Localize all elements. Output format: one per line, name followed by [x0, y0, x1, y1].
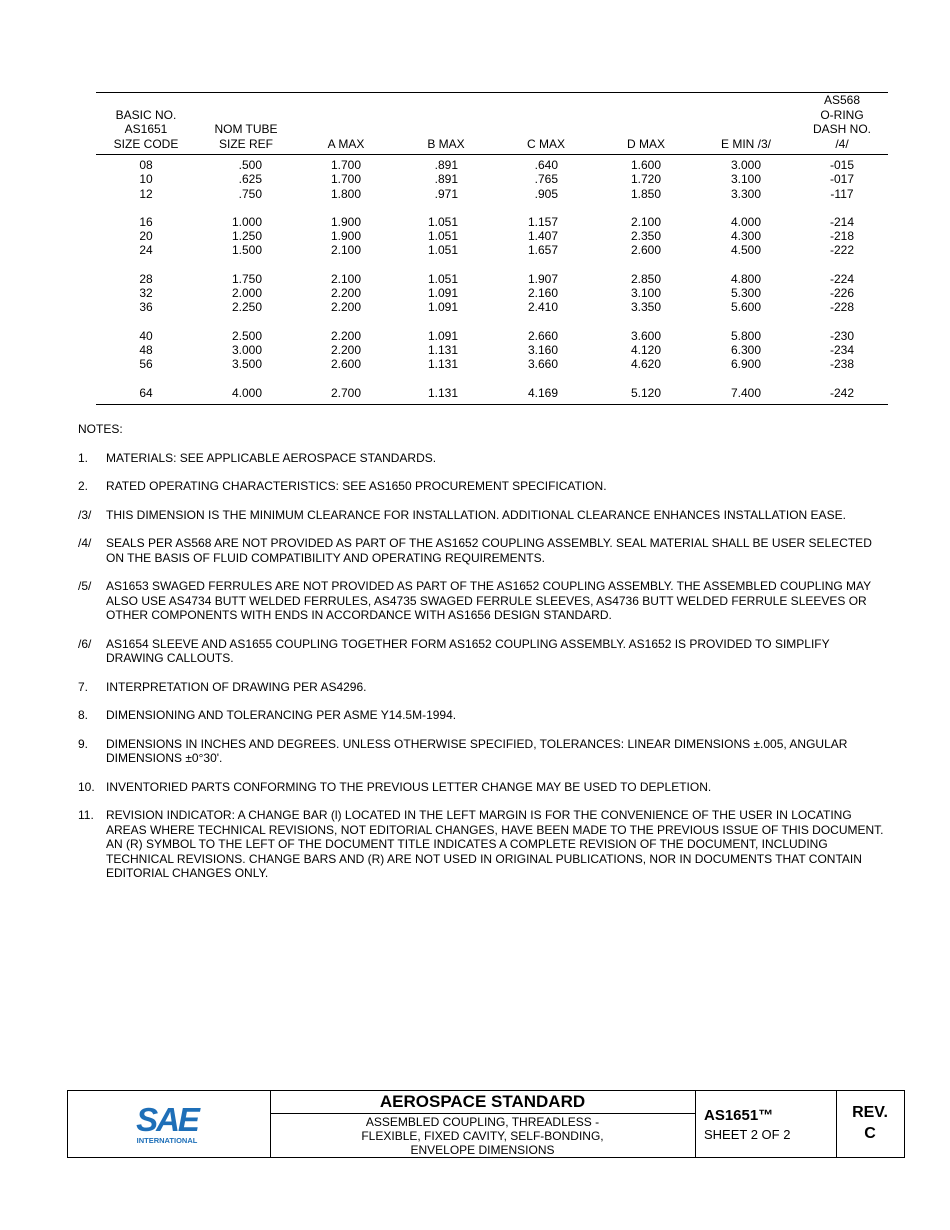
note-number: 11. — [78, 808, 94, 822]
table-cell: 1.907 — [527, 271, 558, 286]
table-cell: 4.120 — [630, 342, 662, 357]
table-cell: .500 — [238, 158, 262, 172]
table-cell: 6.900 — [730, 357, 762, 372]
table-row — [96, 343, 888, 357]
table-row — [96, 300, 888, 314]
table-cell: 5.600 — [730, 300, 762, 315]
table-cell: 1.657 — [527, 243, 558, 258]
table-cell: -218 — [829, 229, 855, 244]
logo-text: SAE — [136, 1101, 198, 1138]
table-cell: -242 — [796, 372, 888, 405]
table-cell: 4.000 — [196, 372, 296, 405]
note-number: 10. — [78, 779, 95, 794]
table-cell: 28 — [139, 271, 153, 286]
notes-section — [78, 422, 888, 895]
table-cell: 1.131 — [427, 342, 458, 357]
table-cell: -228 — [829, 300, 855, 315]
header-c-max: C MAX — [496, 93, 596, 155]
table-cell: 3.660 — [527, 357, 558, 372]
header-nom-tube: NOM TUBE SIZE REF — [196, 93, 296, 155]
title-block — [67, 1090, 905, 1158]
table-cell: 4.169 — [496, 372, 596, 405]
title-cell — [270, 1091, 696, 1157]
table-cell: .640 — [534, 158, 558, 172]
table-cell: 2.100 — [630, 214, 662, 229]
table-row — [96, 372, 888, 405]
table-cell: 56 — [139, 357, 153, 372]
table-cell: 16 — [139, 214, 153, 229]
header-oring-dash: AS568 O-RING DASH NO. /4/ — [796, 93, 888, 155]
table-cell: 1.850 — [630, 186, 662, 201]
sae-logo-icon — [134, 1101, 204, 1147]
table-cell: 3.100 — [730, 172, 762, 187]
table-cell: 2.250 — [231, 300, 262, 315]
table-cell: -238 — [829, 357, 855, 372]
table-cell: 12 — [139, 186, 153, 201]
table-cell: 1.407 — [527, 229, 558, 244]
note-text: DIMENSIONING AND TOLERANCING PER ASME Y14.5M-1994. — [106, 708, 457, 722]
note-number: 9. — [78, 736, 89, 751]
note-item — [78, 637, 888, 666]
note-item — [78, 508, 888, 523]
table-cell: 08 — [139, 158, 153, 172]
note-number: /6/ — [78, 636, 92, 651]
table-cell: 1.157 — [527, 214, 558, 229]
note-item — [78, 451, 888, 466]
dimensions-table — [96, 92, 888, 405]
table-cell: 48 — [139, 342, 153, 357]
table-cell: 3.350 — [630, 300, 662, 315]
table-cell: 4.620 — [630, 357, 662, 372]
note-text: AS1654 SLEEVE AND AS1655 COUPLING TOGETHER FORM AS1652 COUPLING ASSEMBLY. AS1652 IS PROVIDED TO SIMPLIFY DRAWING CALLOUTS. — [106, 636, 830, 665]
table-cell: 2.200 — [330, 300, 362, 315]
note-item — [78, 536, 888, 565]
table-row — [96, 172, 888, 186]
table-cell: 64 — [96, 372, 196, 405]
table-cell: .891 — [434, 158, 458, 172]
header-d-max: D MAX — [596, 93, 696, 155]
table-cell: -224 — [829, 271, 855, 286]
table-cell: .891 — [434, 172, 458, 187]
table-row — [96, 243, 888, 257]
header-e-min: E MIN /3/ — [696, 93, 796, 155]
note-item — [78, 808, 888, 881]
table-cell: 2.100 — [330, 243, 362, 258]
note-number: /4/ — [78, 536, 92, 550]
table-cell: 2.200 — [330, 342, 362, 357]
note-text: MATERIALS: SEE APPLICABLE AEROSPACE STANDARDS. — [106, 450, 437, 465]
table-cell: 2.850 — [630, 271, 662, 286]
table-cell: 2.100 — [330, 271, 362, 286]
table-cell: 2.600 — [630, 243, 662, 258]
note-text: AS1653 SWAGED FERRULES ARE NOT PROVIDED AS PART OF THE AS1652 COUPLING ASSEMBLY. THE ASSEMBLED COUPLING MAY ALSO USE AS4734 BUTT WELDED FERRULES, AS4735 SWAGED FERRULE SLEEVES, AS4736 BUTT WELDED FERRULE SLEEVES OR OTHER COMPONENTS WITH ENDS IN ACCORDANCE WITH AS1656 DESIGN STANDARD. — [106, 579, 871, 622]
standard-heading: AEROSPACE STANDARD — [270, 1091, 695, 1114]
table-cell: 4.000 — [730, 214, 762, 229]
table-cell: 1.051 — [427, 229, 458, 244]
table-cell: -117 — [830, 186, 854, 201]
table-cell: 2.500 — [231, 328, 262, 343]
table-cell: .905 — [534, 186, 558, 201]
table-cell: 1.900 — [330, 214, 362, 229]
table-cell: 20 — [139, 229, 153, 244]
table-cell: 3.600 — [630, 328, 662, 343]
table-cell: .625 — [238, 172, 262, 187]
note-number: /3/ — [78, 507, 92, 522]
table-cell: 3.160 — [527, 342, 558, 357]
table-cell: .971 — [434, 186, 458, 201]
table-cell: 1.131 — [427, 357, 458, 372]
table-row — [96, 229, 888, 243]
table-row — [96, 155, 888, 173]
table-cell: 5.800 — [730, 328, 762, 343]
table-cell: 1.700 — [330, 158, 362, 172]
table-cell: 2.160 — [527, 286, 558, 301]
header-a-max: A MAX — [296, 93, 396, 155]
table-cell: 1.750 — [231, 271, 262, 286]
note-text: INVENTORIED PARTS CONFORMING TO THE PREVIOUS LETTER CHANGE MAY BE USED TO DEPLETION. — [106, 779, 712, 794]
table-cell: 3.500 — [231, 357, 262, 372]
table-cell: -017 — [829, 172, 855, 187]
table-cell: 4.300 — [730, 229, 762, 244]
note-item — [78, 780, 888, 795]
table-cell: 1.131 — [396, 372, 496, 405]
table-cell: 1.000 — [231, 214, 262, 229]
document-number-cell — [696, 1091, 837, 1157]
table-cell: 2.200 — [330, 328, 362, 343]
table-cell: .750 — [238, 186, 262, 201]
document-number: AS1651™ — [704, 1107, 774, 1124]
table-cell: 2.350 — [630, 229, 662, 244]
note-text: RATED OPERATING CHARACTERISTICS: SEE AS1650 PROCUREMENT SPECIFICATION. — [106, 479, 607, 493]
table-cell: 24 — [139, 243, 153, 258]
sheet-number: SHEET 2 OF 2 — [704, 1127, 791, 1142]
note-item — [78, 737, 888, 766]
table-cell: 1.091 — [427, 328, 458, 343]
table-row — [96, 201, 888, 229]
table-cell: 1.500 — [231, 243, 262, 258]
header-size-code: BASIC NO. AS1651 SIZE CODE — [96, 93, 196, 155]
table-row — [96, 357, 888, 371]
notes-list — [78, 451, 888, 881]
revision-label: REV. — [852, 1104, 888, 1121]
note-number: /5/ — [78, 579, 92, 593]
table-cell: -222 — [829, 243, 855, 258]
table-cell: 2.660 — [527, 328, 558, 343]
table-cell: 1.051 — [427, 243, 458, 258]
table-cell: 40 — [139, 328, 153, 343]
table-cell: 2.000 — [231, 286, 262, 301]
table-header-row — [96, 93, 888, 155]
note-item — [78, 708, 888, 723]
table-row — [96, 315, 888, 343]
note-number: 8. — [78, 708, 89, 722]
table-cell: 5.300 — [730, 286, 762, 301]
table-cell: 1.600 — [630, 158, 662, 172]
table-cell: -226 — [829, 286, 855, 301]
note-item — [78, 680, 888, 695]
table-cell: 3.300 — [730, 186, 762, 201]
table-cell: 1.700 — [330, 172, 362, 187]
table-cell: 3.100 — [630, 286, 662, 301]
table-cell: 2.410 — [527, 300, 558, 315]
table-cell: 1.800 — [330, 186, 362, 201]
table-cell: 6.300 — [730, 342, 762, 357]
table-cell: -234 — [829, 342, 855, 357]
table-cell: 1.051 — [427, 214, 458, 229]
table-cell: 2.700 — [296, 372, 396, 405]
table-cell: -230 — [829, 328, 855, 343]
table-row — [96, 187, 888, 201]
logo-subtext: INTERNATIONAL — [136, 1136, 198, 1145]
table-cell: 1.250 — [231, 229, 262, 244]
revision-cell — [836, 1091, 904, 1157]
document-title: ASSEMBLED COUPLING, THREADLESS - FLEXIBLE, FIXED CAVITY, SELF-BONDING, ENVELOPE DIMENSIONS — [361, 1115, 604, 1157]
note-item — [78, 479, 888, 494]
table-cell: 1.900 — [330, 229, 362, 244]
table-cell: 1.091 — [427, 300, 458, 315]
table-cell: 2.600 — [330, 357, 362, 372]
header-b-max: B MAX — [396, 93, 496, 155]
revision-value: C — [864, 1125, 876, 1142]
table-body — [96, 155, 888, 405]
note-text: SEALS PER AS568 ARE NOT PROVIDED AS PART OF THE AS1652 COUPLING ASSEMBLY. SEAL MATERIAL SHALL BE USER SELECTED ON THE BASIS OF FLUID COMPATIBILITY AND OPERATING REQUIREMENTS. — [106, 536, 872, 565]
note-number: 2. — [78, 479, 89, 493]
table-cell: 4.800 — [730, 271, 762, 286]
table-cell: 3.000 — [231, 342, 262, 357]
table-cell: 32 — [139, 286, 153, 301]
table-cell: .765 — [534, 172, 558, 187]
table-cell: -214 — [829, 214, 855, 229]
table-cell: 7.400 — [696, 372, 796, 405]
notes-heading: NOTES: — [78, 422, 123, 436]
table-cell: 1.091 — [427, 286, 458, 301]
table-cell: 10 — [139, 172, 153, 187]
table-cell: 4.500 — [730, 243, 762, 258]
table-row — [96, 258, 888, 286]
table-cell: 2.200 — [330, 286, 362, 301]
note-item — [78, 579, 888, 623]
logo-cell — [68, 1091, 271, 1157]
note-text: REVISION INDICATOR: A CHANGE BAR (l) LOCATED IN THE LEFT MARGIN IS FOR THE CONVENIENCE OF THE USER IN LOCATING AREAS WHERE TECHNICAL REVISIONS, NOT EDITORIAL CHANGES, HAVE BEEN MADE TO THE PREVIOUS ISSUE OF THIS DOCUMENT. AN (R) SYMBOL TO THE LEFT OF THE DOCUMENT TITLE INDICATES A COMPLETE REVISION OF THE DOCUMENT, INCLUDING TECHNICAL REVISIONS. CHANGE BARS AND (R) ARE NOT USED IN ORIGINAL PUBLICATIONS, NOR IN DOCUMENTS THAT CONTAIN EDITORIAL CHANGES ONLY. — [106, 808, 884, 880]
note-number: 1. — [78, 450, 89, 465]
table-row — [96, 286, 888, 300]
note-text: THIS DIMENSION IS THE MINIMUM CLEARANCE FOR INSTALLATION. ADDITIONAL CLEARANCE ENHANCES INSTALLATION EASE. — [106, 507, 846, 522]
table-cell: -015 — [829, 158, 855, 172]
table-cell: 36 — [139, 300, 153, 315]
table-cell: 3.000 — [730, 158, 762, 172]
note-text: INTERPRETATION OF DRAWING PER AS4296. — [106, 679, 367, 694]
table-cell: 5.120 — [596, 372, 696, 405]
note-text: DIMENSIONS IN INCHES AND DEGREES. UNLESS OTHERWISE SPECIFIED, TOLERANCES: LINEAR DIMENSIONS ±.005, ANGULAR DIMENSIONS ±0°30'. — [106, 736, 848, 765]
note-number: 7. — [78, 679, 89, 694]
table-cell: 1.051 — [427, 271, 458, 286]
table-cell: 1.720 — [630, 172, 662, 187]
